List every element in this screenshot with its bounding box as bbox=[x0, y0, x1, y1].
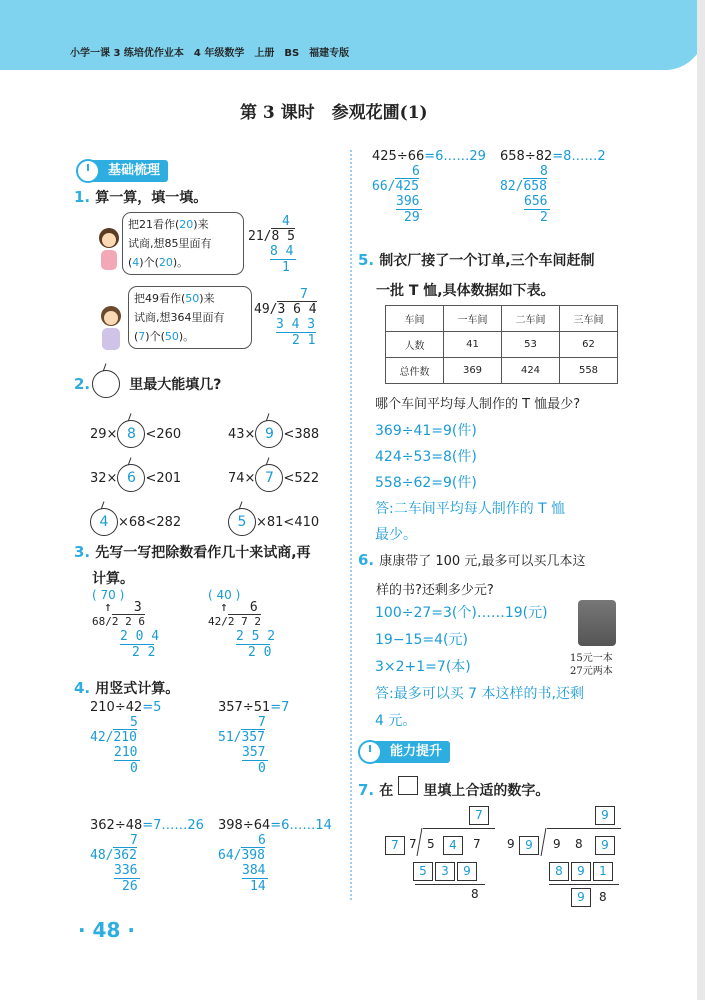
q3-division-b: ( 40 ) ↑ 6 42/2 7 2 2 5 2 2 0 bbox=[208, 588, 276, 660]
apple-answer: 5 bbox=[228, 508, 256, 536]
right-division-1: 425÷66=6……29 6 66/425 396 29 bbox=[372, 149, 486, 225]
q7-puzzle-b: 9 9 9 9 8 9 8 9 1 9 8 bbox=[505, 806, 625, 906]
page-edge bbox=[697, 0, 705, 1000]
q4-item-3: 362÷48=7……26 7 48/362 336 26 bbox=[90, 818, 204, 894]
section-advanced-heading: 能力提升 bbox=[364, 741, 450, 763]
apple-icon bbox=[92, 370, 120, 398]
q1-division-2: 7 49/3 6 4 3 4 3 2 1 bbox=[254, 287, 317, 348]
apple-answer: 6 bbox=[117, 464, 145, 492]
q6-answers: 100÷27=3(个)……19(元) 19−15=4(元) 3×2+1=7(本) 答:最多可以买 7 本这样的书,还剩 4 元。 bbox=[375, 605, 584, 729]
header-text: 小学一课 3 练培优作业本 4 年级数学 上册 BS 福建专版 bbox=[70, 48, 350, 59]
hint-bubble-2: 把49看作(50)来 试商,想364里面有 (7)个(50)。 bbox=[128, 286, 252, 349]
q2-item-5: 4 ×68<282 bbox=[90, 508, 181, 536]
girl-illustration bbox=[94, 226, 124, 272]
apple-answer: 8 bbox=[117, 420, 145, 448]
q5-answers: 369÷41=9(件) 424÷53=8(件) 558÷62=9(件) 答:二车间平均每人制作的 T 恤 最少。 bbox=[375, 423, 566, 543]
q2-heading: 2. 里最大能填几? bbox=[74, 374, 221, 394]
right-division-2: 658÷82=8……2 8 82/658 656 2 bbox=[500, 149, 606, 225]
section-basic-heading: 基础梳理 bbox=[82, 160, 168, 182]
q3-heading: 3. 先写一写把除数看作几十来试商,再 计算。 bbox=[74, 543, 311, 587]
apple-answer: 4 bbox=[90, 508, 118, 536]
table-header-row: 车间 一车间 二车间 三车间 bbox=[386, 306, 618, 332]
workshop-table bbox=[385, 305, 618, 384]
q7-heading: 7. 在 里填上合适的数字。 bbox=[358, 776, 549, 800]
column-divider bbox=[350, 150, 352, 900]
apple-answer: 7 bbox=[255, 464, 283, 492]
q3-division-a: ( 70 ) ↑ 3 68/2 2 6 2 0 4 2 2 bbox=[92, 588, 160, 660]
q4-item-4: 398÷64=6……14 6 64/398 384 14 bbox=[218, 818, 332, 894]
hint-bubble-1: 把21看作(20)来 试商,想85里面有 (4)个(20)。 bbox=[122, 212, 244, 275]
q2-item-6: 5 ×81<410 bbox=[228, 508, 319, 536]
empty-box-icon bbox=[398, 776, 418, 795]
page-number: · 48 · bbox=[78, 918, 135, 942]
q4-item-1: 210÷42=5 5 42/210 210 0 bbox=[90, 700, 162, 776]
q7-puzzle-a: 7 7 7 5 4 7 5 3 9 8 bbox=[385, 806, 495, 906]
page-title: 第 3 课时 参观花圃(1) bbox=[240, 103, 428, 123]
q4-heading: 4. 用竖式计算。 bbox=[74, 679, 180, 697]
q1-heading: 1. 算一算，填一填。 bbox=[74, 188, 208, 206]
q2-item-1: 29× 8 <260 bbox=[90, 420, 181, 448]
book-icon bbox=[578, 600, 616, 646]
q5-heading: 5. 制衣厂接了一个订单,三个车间赶制 一批 T 恤,具体数据如下表。 bbox=[358, 251, 595, 299]
q6-heading: 6. 康康带了 100 元,最多可以买几本这 样的书?还剩多少元? bbox=[358, 551, 586, 598]
q2-item-2: 43× 9 <388 bbox=[228, 420, 319, 448]
q4-item-2: 357÷51=7 7 51/357 357 0 bbox=[218, 700, 290, 776]
clock-icon bbox=[76, 159, 100, 183]
q2-item-4: 74× 7 <522 bbox=[228, 464, 319, 492]
header-band bbox=[0, 0, 705, 70]
book-price-label: 15元一本 27元两本 bbox=[570, 653, 613, 677]
boy-illustration bbox=[96, 304, 126, 354]
clock-icon bbox=[358, 740, 382, 764]
table-row: 总件数 369 424 558 bbox=[386, 358, 618, 384]
table-row: 人数 41 53 62 bbox=[386, 332, 618, 358]
q2-item-3: 32× 6 <201 bbox=[90, 464, 181, 492]
apple-answer: 9 bbox=[255, 420, 283, 448]
q1-division-1: 4 21/8 5 8 4 1 bbox=[248, 214, 295, 275]
q5-question: 哪个车间平均每人制作的 T 恤最少? bbox=[375, 397, 581, 412]
